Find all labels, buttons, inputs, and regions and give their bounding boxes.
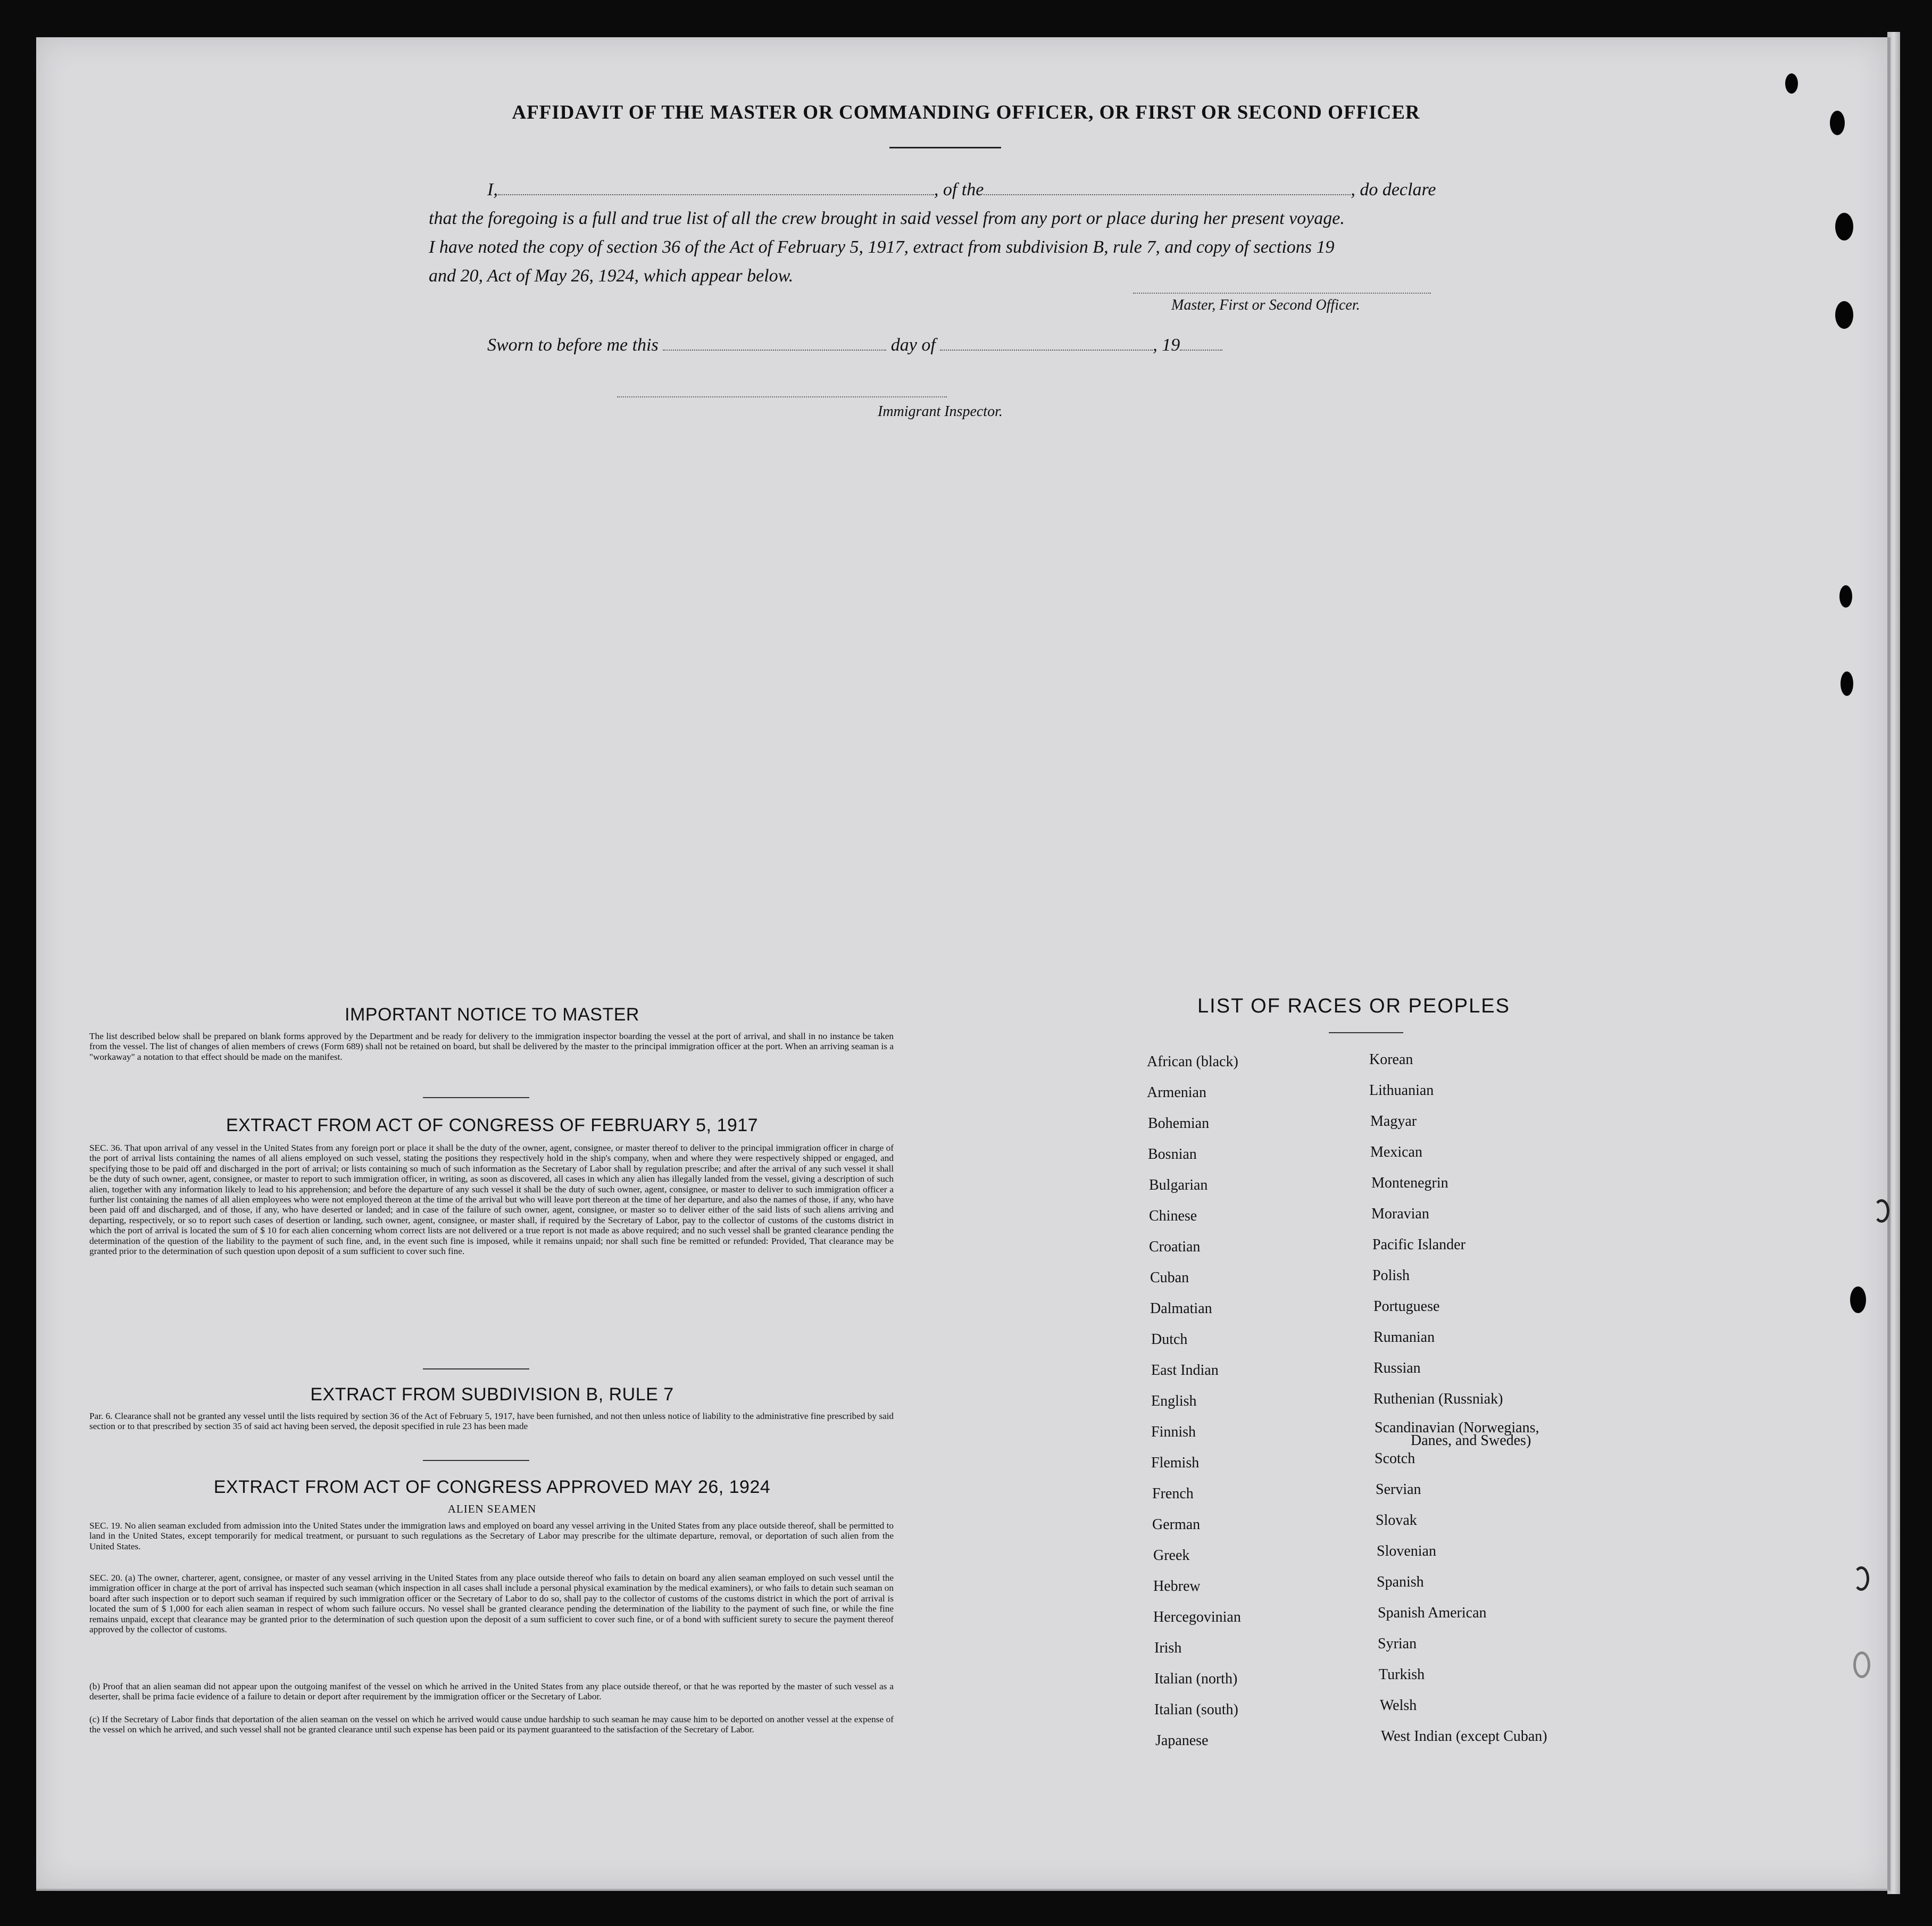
race-item: Bosnian — [1148, 1146, 1197, 1163]
race-item: African (black) — [1147, 1053, 1238, 1070]
extract-1924-sec19: SEC. 19. No alien seaman excluded from admission into the United States under the immigration laws and employed on board any vessel arriving in the United States from any place outside thereof, shall be permitted to land in the United States, except temporarily for medical treatment, or pursuant to such regulations as the Secretary of Labor may prescribe for the ultimate departure, removal, or deportation of such alien from the United States. — [89, 1521, 894, 1551]
do-declare-label: , do declare — [1351, 180, 1436, 200]
inspector-signature-line[interactable] — [617, 396, 947, 397]
punch-hole — [1850, 1286, 1866, 1313]
affidavit-line-2: that the foregoing is a full and true list of all the crew brought in said vessel from any port or place during her present voyage. — [429, 209, 1345, 228]
race-item: Ruthenian (Russniak) — [1373, 1391, 1503, 1407]
sworn-line — [487, 335, 1222, 355]
race-item: Croatian — [1149, 1239, 1201, 1255]
race-item: Portuguese — [1373, 1298, 1440, 1315]
race-item: Spanish American — [1378, 1605, 1487, 1621]
title-rule — [889, 147, 1001, 148]
affidavit-line-1 — [429, 176, 1493, 204]
affidavit-title: AFFIDAVIT OF THE MASTER OR COMMANDING OFFICER, OR FIRST OR SECOND OFFICER — [512, 102, 1420, 123]
race-item: Italian (south) — [1154, 1701, 1238, 1718]
day-of-label: day of — [890, 335, 936, 355]
race-item: West Indian (except Cuban) — [1381, 1728, 1547, 1745]
race-item: Servian — [1376, 1481, 1421, 1498]
race-item: Dalmatian — [1150, 1300, 1212, 1317]
punch-hole — [1785, 73, 1798, 94]
name-field[interactable] — [498, 193, 934, 195]
race-item: Slovak — [1376, 1512, 1417, 1529]
races-title-rule — [1329, 1032, 1403, 1033]
section-rule — [423, 1097, 529, 1098]
extract-1924-sec20b: (b) Proof that an alien seaman did not appear upon the outgoing manifest of the vessel on which he arrived in the United States from any place outside thereof, or that he was reported by the master of such vessel as a deserter, shall be prima facie evidence of a failure to detain or deport after requirement by the immigration officer or the Secretary of Labor. — [89, 1681, 894, 1702]
race-item: Flemish — [1151, 1455, 1200, 1471]
race-item: Armenian — [1147, 1084, 1206, 1101]
affidavit-line-4: and 20, Act of May 26, 1924, which appear below. — [429, 266, 794, 286]
day-field[interactable] — [663, 348, 886, 351]
punch-hole — [1853, 1566, 1869, 1591]
master-caption: Master, First or Second Officer. — [1171, 297, 1360, 313]
race-item: Chinese — [1149, 1208, 1197, 1224]
race-item: Pacific Islander — [1372, 1236, 1465, 1253]
extract-1924-sec20a: SEC. 20. (a) The owner, charterer, agent, consignee, or master of any vessel arriving in the United States from any place outside thereof who fails to detain on board any alien seaman employed on such vessel until the immigration officer in charge at the port of arrival has inspected such seaman (which inspection in all cases shall include a personal physical examination by the medical examiners), or who fails to detain such seaman on board after such inspection or to deport such seaman if required by such immigration officer or the Secretary of Labor to do so, shall pay to the collector of customs of the customs district in which the port of arrival is located the sum of $ 1,000 for each alien seaman in respect of whom such failure occurs. No vessel shall be granted clearance pending the determination of the liability to the payment of such fine, or while the fine remains unpaid, except that clearance may be granted prior to the determination of such question upon the deposit of a sum sufficient to cover such fine, or of a bond with sufficient surety to secure the payment thereof approved by the collector of customs. — [89, 1573, 894, 1635]
race-item: Welsh — [1380, 1697, 1417, 1714]
affidavit-body — [429, 176, 1493, 290]
race-item: Bulgarian — [1149, 1177, 1208, 1193]
race-item: Rumanian — [1373, 1329, 1435, 1346]
punch-hole — [1835, 301, 1853, 329]
i-label: I, — [487, 180, 498, 200]
race-item: Mexican — [1370, 1144, 1422, 1160]
section-rule — [423, 1460, 529, 1461]
race-item: Slovenian — [1377, 1543, 1436, 1559]
race-item: Polish — [1372, 1267, 1410, 1284]
extract-1917-title: EXTRACT FROM ACT OF CONGRESS OF FEBRUARY 5, 1917 — [226, 1115, 759, 1135]
races-title: LIST OF RACES OR PEOPLES — [1197, 995, 1510, 1017]
race-item: Turkish — [1379, 1666, 1425, 1683]
race-item: Russian — [1373, 1360, 1421, 1376]
alien-seamen-subtitle: ALIEN SEAMEN — [447, 1502, 537, 1515]
section-rule — [423, 1368, 529, 1369]
year-field[interactable] — [1180, 348, 1222, 351]
punch-hole — [1853, 1651, 1870, 1678]
extract-rule7-body: Par. 6. Clearance shall not be granted any vessel until the lists required by section 36 of the Act of February 5, 1917, have been furnished, and not then unless notice of liability to the administrative fine prescribed by said section or to that prescribed by section 35 of said act having been served, the deposit specified in rule 23 has been made — [89, 1411, 894, 1432]
race-item: Greek — [1153, 1547, 1190, 1564]
race-item: Irish — [1154, 1640, 1182, 1656]
race-item: Korean — [1369, 1051, 1413, 1068]
race-item: Hercegovinian — [1153, 1609, 1241, 1625]
race-item: East Indian — [1151, 1362, 1219, 1379]
race-item: Dutch — [1151, 1331, 1188, 1348]
race-item: German — [1152, 1516, 1201, 1533]
race-item: Hebrew — [1153, 1578, 1201, 1595]
race-item: Finnish — [1151, 1424, 1196, 1440]
race-item: Magyar — [1370, 1113, 1417, 1130]
race-item: Japanese — [1155, 1732, 1209, 1749]
race-item: Syrian — [1378, 1636, 1417, 1652]
punch-hole — [1841, 671, 1853, 696]
year-label: , 19 — [1153, 335, 1180, 355]
sworn-label: Sworn to before me this — [487, 335, 659, 355]
punch-hole — [1839, 585, 1852, 608]
race-item: Bohemian — [1148, 1115, 1210, 1132]
inspector-caption: Immigrant Inspector. — [878, 403, 1003, 420]
race-item: Moravian — [1371, 1206, 1429, 1222]
extract-1917-body: SEC. 36. That upon arrival of any vessel in the United States from any foreign port or place it shall be the duty of the owner, agent, consignee, or master thereof to deliver to the principal immigration officer in charge of the port of arrival lists containing the names of all aliens employed on such vessel, stating the positions they respectively hold in the ship's company, when and where they were respectively shipped or engaged, and specifying those to be paid off and discharged in the port of arrival; or lists containing so much of such information as the Secretary of Labor shall by regulation prescribe; and after the arrival of any such vessel it shall be the duty of such owner, agent, consignee, or master to report to such immigration officer, in writing, as soon as discovered, all cases in which any alien has illegally landed from the vessel, giving a description of such alien, together with any information likely to lead to his apprehension; and before the departure of any such vessel it shall be the duty of such owner, agent, consignee, or master to deliver to such immigration officer a further list containing the names of all alien employees who were not employed thereon at the time of the arrival but who will leave port thereon at the time of her departure, and also the names of those, if any, who have been paid off and discharged, and of those, if any, who have deserted or landed; and in case of the failure of such owner, agent, consignee, or master so to deliver either of the said lists of such aliens arriving and departing, respectively, or so to report such cases of desertion or landing, such owner, agent, consignee, or master shall, if required by the Secretary of Labor, pay to the collector of customs of the customs district in which the port of arrival is located the sum of $ 10 for each alien concerning whom correct lists are not delivered or a true report is not made as above required; and no such vessel shall be granted clearance pending the determination of the question of the liability to the payment of such fine, and, in the event such fine is imposed, while it remains unpaid; nor shall such fine be remitted or refunded: Provided, That clearance may be granted prior to the determination of such question upon deposit of a sum sufficient to cover such fine. — [89, 1143, 894, 1257]
notice-body: The list described below shall be prepared on blank forms approved by the Department and be ready for delivery to the immigration inspector boarding the vessel at the port of arrival, and shall in no instance be taken from the vessel. The list of changes of alien members of crews (Form 689) shall not be retained on board, but shall be delivered by the master to the principal immigration officer at the port. When an arriving seaman is a "workaway" a notation to that effect should be made on the manifest. — [89, 1031, 894, 1062]
race-item: Italian (north) — [1154, 1671, 1238, 1687]
extract-1924-sec20c: (c) If the Secretary of Labor finds that deportation of the alien seaman on the vessel on which he arrived would cause undue hardship to such seaman he may cause him to be deported on another vessel at the expense of the vessel on which he arrived, and such vessel shall not be granted clearance until such expense has been paid or its payment guaranteed to the satisfaction of the Secretary of Labor. — [89, 1714, 894, 1735]
affidavit-line-3: I have noted the copy of section 36 of the Act of February 5, 1917, extract from subdivision B, rule 7, and copy of sections 19 — [429, 237, 1335, 257]
race-item: Cuban — [1150, 1269, 1189, 1286]
extract-1924-title: EXTRACT FROM ACT OF CONGRESS APPROVED MAY 26, 1924 — [213, 1477, 771, 1497]
vessel-field[interactable] — [984, 193, 1351, 195]
month-field[interactable] — [940, 348, 1153, 351]
race-item: French — [1152, 1485, 1194, 1502]
punch-hole — [1835, 213, 1853, 240]
race-item: Montenegrin — [1371, 1175, 1448, 1191]
notice-title: IMPORTANT NOTICE TO MASTER — [345, 1004, 639, 1025]
race-item: Spanish — [1377, 1574, 1424, 1590]
race-item: Scotch — [1375, 1450, 1415, 1467]
race-item: English — [1151, 1393, 1197, 1409]
master-signature-line[interactable] — [1133, 293, 1431, 294]
race-item-continuation: Danes, and Swedes) — [1411, 1432, 1531, 1449]
extract-rule7-title: EXTRACT FROM SUBDIVISION B, RULE 7 — [310, 1384, 674, 1405]
race-item: Lithuanian — [1369, 1082, 1434, 1099]
race-item: Scandinavian (Norwegians, — [1375, 1419, 1539, 1436]
of-the-label: , of the — [934, 180, 984, 200]
punch-hole — [1873, 1199, 1889, 1223]
